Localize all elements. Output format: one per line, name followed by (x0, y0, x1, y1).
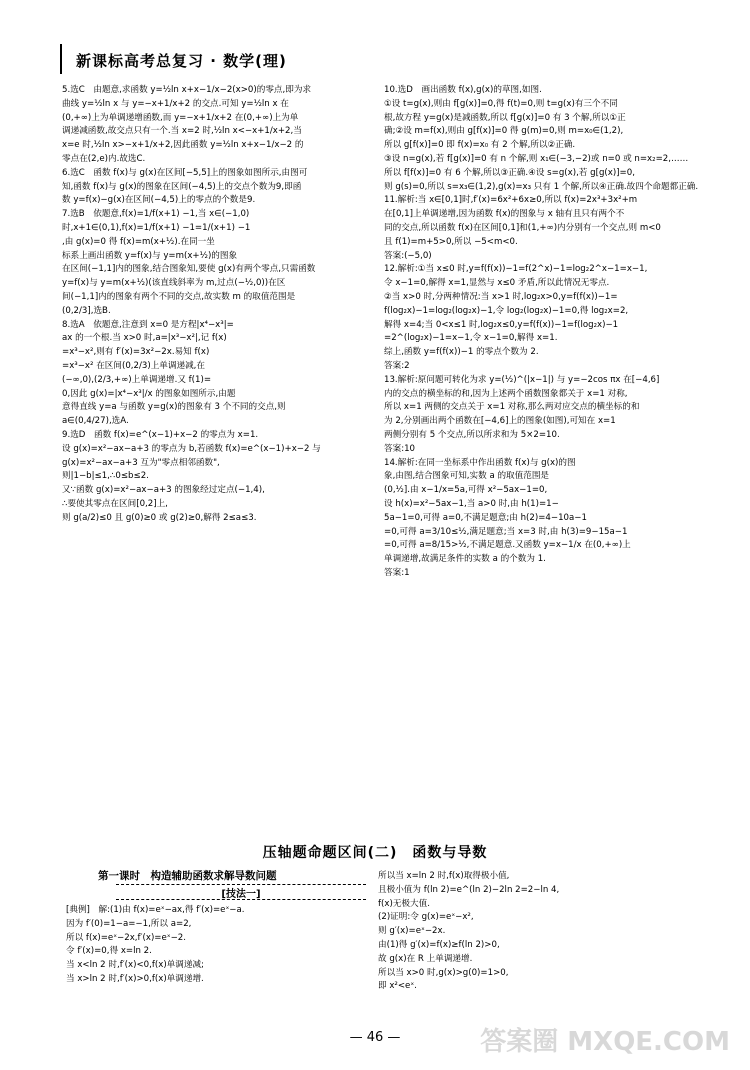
text-line: g(x)=x²−ax−a+3 互为"零点相邻函数", (62, 457, 220, 468)
text-line: ,由 g(x)=0 得 f(x)=m(x+½).在同一坐 (62, 236, 215, 247)
text-line: 所以 f(x)=eˣ−2x,f′(x)=eˣ−2. (66, 932, 186, 943)
text-line: 令 f′(x)=0,得 x=ln 2. (66, 946, 152, 957)
text-line: y=f(x)与 y=m(x+½)(该直线斜率为 m,过点(−½,0))在区 (62, 278, 286, 289)
text-line: =2^(log₂x)−1=x−1,令 x−1=0,解得 x=1. (384, 333, 558, 344)
text-line: 设 g(x)=x²−ax−a+3 的零点为 b,若函数 f(x)=e^(x−1)+x−2 与 (62, 443, 321, 454)
skill-label: [技法一] (116, 884, 366, 900)
right-column (384, 84, 710, 829)
text-line: 解得 x=4;当 0<x≤1 时,log₂x≤0,y=f(f(x))−1=f(log₂x)−1 (384, 319, 619, 330)
text-line: 13.解析:原问题可转化为求 y=(½)^(|x−1|) 与 y=−2cos πx 在[−4,6] (384, 374, 660, 385)
text-line: a∈(0,4/27),选A. (62, 416, 129, 427)
text-line: 知,函数 f(x)与 g(x)的图象在区间(−4,5)上的交点个数为9,即函 (62, 181, 302, 192)
text-line: 间(−1,1]内的图象有两个不同的交点,故实数 m 的取值范围是 (62, 291, 296, 302)
text-line: 故 g(x)在 R 上单调递增. (378, 953, 473, 964)
text-line: 设 h(x)=x²−5ax−1,当 a>0 时,由 h(1)=1− (384, 498, 559, 509)
text-line: 由(1)得 g′(x)=f(x)≥f(ln 2)>0, (378, 939, 500, 950)
text-line: (2)证明:令 g(x)=eˣ−x², (378, 912, 474, 923)
text-line: 9.选D 函数 f(x)=e^(x−1)+x−2 的零点为 x=1. (62, 429, 259, 440)
text-line: =0,可得 a=8/15>½,不满足题意.又函数 y=x−1/x 在(0,+∞)上 (384, 540, 631, 551)
text-line: 则 g(s)=0,所以 s=x₃∈(1,2),g(x)=x₃ 只有 1 个解,所以④正确.故四个命题都正确. (384, 181, 699, 192)
text-line: ax 的一个根.当 x>0 时,a=|x³−x²|,记 f(x) (62, 333, 227, 344)
chapter-title: 压轴题命题区间(二) 函数与导数 (262, 845, 488, 861)
text-line: [典例] 解:(1)由 f(x)=eˣ−ax,得 f′(x)=eˣ−a. (66, 905, 245, 915)
text-line: 为 2,分别画出两个函数在[−4,6]上的图象(如图),可知在 x=1 (384, 416, 616, 427)
text-line: 所以 x=1 两侧的交点关于 x=1 对称,那么两对应交点的横坐标的和 (384, 402, 640, 413)
text-line: 6.选C 函数 f(x)与 g(x)在区间[−5,5]上的图象如图所示,由图可 (62, 167, 308, 178)
text-line: 在[0,1]上单调递增,因为函数 f(x)的图象与 x 轴有且只有两个不 (384, 209, 625, 220)
text-line: 曲线 y=½ln x 与 y=−x+1/x+2 的交点.可知 y=½ln x 在 (62, 98, 289, 109)
answer-columns (62, 84, 712, 829)
text-line: 10.选D 画出函数 f(x),g(x)的草图,如图. (384, 85, 542, 95)
text-line: 5a−1=0,可得 a=0,不满足题意;由 h(2)=4−10a−1 (384, 512, 587, 523)
text-line: 因为 f′(0)=1−a=−1,所以 a=2, (66, 918, 192, 929)
example-continued (378, 870, 698, 994)
text-line: 且 f(1)=m+5>0,所以 −5<m<0. (384, 236, 518, 247)
text-line: 5.选C 由题意,求函数 y=½ln x+x−1/x−2(x>0)的零点,即为求 (62, 85, 312, 95)
text-line: 答案:1 (384, 567, 410, 578)
page-number: — 46 — (349, 1030, 401, 1045)
text-line: 0,因此 g(x)=|x⁴−x³|/x 的图象如图所示,由题 (62, 388, 236, 399)
text-line: 同的交点,所以函数 f(x)在区间[0,1]和(1,+∞)内分别有一个交点,则 m<0 (384, 222, 661, 233)
text-line: 当 x<ln 2 时,f′(x)<0,f(x)单调递减; (66, 960, 204, 971)
text-line: 则 g′(x)=eˣ−2x. (378, 926, 446, 937)
text-line: 则|1−b|≤1,∴0≤b≤2. (62, 471, 149, 482)
text-line: 答案:(−5,0) (384, 250, 432, 261)
text-line: 所以当 x>0 时,g(x)>g(0)=1>0, (378, 967, 509, 978)
text-line: 12.解析:①当 x≤0 时,y=f(f(x))−1=f(2^x)−1=log₂2^x−1=x−1, (384, 264, 648, 275)
lesson-title: 第一课时 构造辅助函数求解导数问题 (98, 870, 277, 882)
text-line: 调递减函数,故交点只有一个.当 x=2 时,½ln x<−x+1/x+2,当 (62, 126, 302, 137)
text-line: 又∵函数 g(x)=x²−ax−a+3 的图象经过定点(−1,4), (62, 485, 265, 496)
text-line: (−∞,0),(2/3,+∞)上单调递增.又 f(1)= (62, 374, 212, 385)
text-line: (0,2/3],选B. (62, 305, 111, 316)
text-line: 象,由图,结合图象可知,实数 a 的取值范围是 (384, 471, 550, 482)
text-line: ∴要使其零点在区间[0,2]上, (62, 498, 168, 509)
text-line: (0,+∞)上为单调递增函数,而 y=−x+1/x+2 在(0,+∞)上为单 (62, 112, 299, 123)
text-line: 即 x²<eˣ. (378, 981, 417, 992)
text-line: 内的交点的横坐标的和,因为上述两个函数图象都关于 x=1 对称, (384, 388, 628, 399)
text-line: ②当 x>0 时,分两种情况:当 x>1 时,log₂x>0,y=f(f(x))−1= (384, 291, 618, 302)
text-line: 答案:10 (384, 443, 416, 454)
text-line: 令 x−1=0,解得 x=1,显然与 x≤0 矛盾,所以此情况无零点. (384, 278, 610, 289)
text-line: 所以 f[f(x)]=0 有 6 个解,所以③正确.④设 s=g(x),若 g[g(x)]=0, (384, 167, 635, 178)
watermark: 答案圈 MXQE.COM (480, 1027, 730, 1057)
text-line: 在区间(−1,1]内的图象,结合图象知,要使 g(x)有两个零点,只需函数 (62, 264, 316, 275)
text-line: 则 g(a/2)≤0 且 g(0)≥0 或 g(2)≥0,解得 2≤a≤3. (62, 512, 257, 523)
text-line: 时,x+1∈(0,1),f(x)=1/f(x+1) −1=1/(x+1) −1 (62, 222, 251, 233)
book-title: 新课标高考总复习 · 数学(理) (76, 52, 287, 70)
page-header (60, 44, 702, 74)
text-line: (0,½].由 x−1/x=5a,可得 x²−5ax−1=0, (384, 485, 548, 496)
text-line: 所以 g[f(x)]=0 即 f(x)=x₀ 有 2 个解,所以②正确. (384, 140, 576, 151)
text-line: =0,可得 a=3/10≤½,满足题意;当 x=3 时,由 h(3)=9−15a−1 (384, 526, 628, 537)
text-line: 意得直线 y=a 与函数 y=g(x)的图象有 3 个不同的交点,则 (62, 402, 286, 413)
text-line: 8.选A 依题意,注意到 x=0 是方程|x⁴−x³|= (62, 319, 234, 330)
text-line: 两侧分别有 5 个交点,所以所求和为 5×2=10. (384, 429, 560, 440)
text-line: 根,故方程 y=g(x)是减函数,所以 f[g(x)]=0 有 3 个解,所以①正 (384, 112, 626, 123)
example-solution (66, 904, 366, 987)
text-line: x=e 时,½ln x>−x+1/x+2,因此函数 y=½ln x+x−1/x−2 的 (62, 140, 304, 151)
text-line: =x³−x² 在区间(0,2/3)上单调递减,在 (62, 360, 206, 371)
text-line: 单调递增,故满足条件的实数 a 的个数为 1. (384, 554, 546, 565)
text-line: 且极小值为 f(ln 2)=e^(ln 2)−2ln 2=2−ln 4, (378, 884, 560, 895)
text-line: 当 x>ln 2 时,f′(x)>0,f(x)单调递增. (66, 973, 204, 984)
text-line: 数 y=f(x)−g(x)在区间(−4,5)上的零点的个数是9. (62, 195, 256, 206)
text-line: 答案:2 (384, 360, 410, 371)
text-line: 7.选B 依题意,f(x)=1/f(x+1) −1,当 x∈(−1,0) (62, 209, 250, 220)
text-line: f(log₂x)−1=log₂(log₂x)−1,令 log₂(log₂x)−1=0,得 log₂x=2, (384, 305, 629, 316)
text-line: 所以当 x=ln 2 时,f(x)取得极小值, (378, 871, 510, 881)
left-column (62, 84, 374, 829)
text-line: =x³−x²,则有 f′(x)=3x²−2x.易知 f(x) (62, 347, 210, 358)
text-line: 确;②设 m=f(x),则由 g[f(x)]=0 得 g(m)=0,则 m=x₀∈(1,2), (384, 126, 624, 137)
text-line: 零点在(2,e)内.故选C. (62, 153, 146, 164)
text-line: f(x)无极大值. (378, 898, 430, 909)
text-line: ③设 n=g(x),若 f[g(x)]=0 有 n 个解,则 x₁∈(−3,−2)或 n=0 或 n=x₂=2,…… (384, 153, 689, 164)
text-line: 标系上画出函数 y=f(x)与 y=m(x+½)的图象 (62, 250, 238, 261)
text-line: ①设 t=g(x),则由 f[g(x)]=0,得 f(t)=0,则 t=g(x)有三个不同 (384, 98, 618, 109)
text-line: 11.解析:当 x∈[0,1]时,f′(x)=6x²+6x≥0,所以 f(x)=2x³+3x²+m (384, 195, 638, 206)
text-line: 综上,函数 y=f(f(x))−1 的零点个数为 2. (384, 347, 539, 358)
text-line: 14.解析:在同一坐标系中作出函数 f(x)与 g(x)的图 (384, 457, 576, 468)
